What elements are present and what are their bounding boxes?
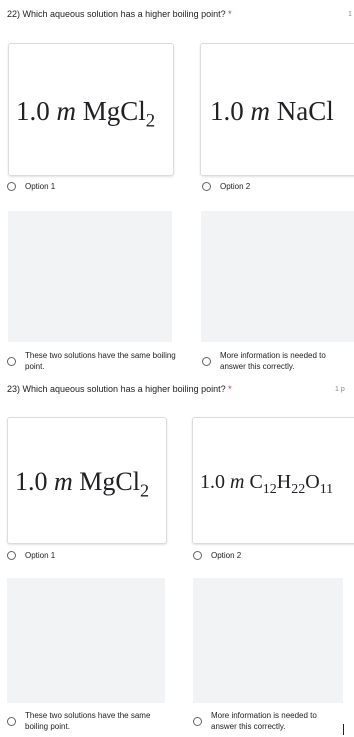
radio-button[interactable] [202, 357, 211, 366]
option-image-2 [192, 417, 354, 544]
option-label: More information is needed to answer this correctly. [211, 711, 317, 731]
text-cursor [343, 724, 344, 735]
radio-button[interactable] [202, 182, 211, 191]
option-label: Option 2 [220, 182, 251, 191]
option-2[interactable] [193, 551, 241, 561]
option-same[interactable] [7, 350, 192, 372]
required-asterisk: * [228, 9, 232, 19]
radio-button[interactable] [7, 182, 16, 191]
formula-mgcl2 [15, 467, 150, 501]
formula-subscript: 12 [262, 481, 277, 497]
option-more-info[interactable] [202, 350, 354, 372]
option-image-1 [8, 43, 174, 176]
question-title [7, 384, 232, 394]
required-asterisk: * [228, 384, 232, 394]
formula-part: C [244, 471, 263, 493]
option-label: Option 2 [211, 551, 242, 560]
formula-part: m [54, 467, 73, 496]
option-label: Option 1 [25, 182, 56, 191]
formula-part: O [305, 471, 320, 493]
option-image-2 [200, 43, 354, 176]
formula-subscript: 22 [291, 481, 306, 497]
option-label: These two solutions have the same boiling point. [25, 711, 151, 731]
formula-part: 1.0 [15, 467, 54, 496]
question-title [7, 9, 232, 19]
option-label: These two solutions have the same boiling point. [25, 351, 176, 371]
option-image-placeholder [193, 578, 343, 703]
formula-sucrose [200, 471, 334, 497]
formula-part: m [56, 96, 76, 126]
option-label: Option 1 [25, 551, 56, 560]
formula-part: m [230, 471, 245, 493]
option-image-placeholder [7, 578, 165, 703]
option-2[interactable] [202, 182, 250, 192]
option-image-placeholder [8, 211, 172, 342]
formula-subscript: 11 [319, 481, 334, 497]
formula-subscript: 2 [139, 480, 150, 501]
option-same[interactable] [7, 710, 187, 732]
formula-nacl [210, 96, 334, 127]
formula-part: NaCl [270, 96, 334, 126]
radio-button[interactable] [7, 717, 16, 726]
question-text: 22) Which aqueous solution has a higher boiling point? [7, 9, 226, 19]
radio-button[interactable] [193, 551, 202, 560]
option-1[interactable] [7, 551, 55, 561]
points-label: 1 [348, 11, 352, 18]
option-more-info[interactable] [193, 710, 343, 732]
formula-part: MgCl [72, 467, 140, 496]
formula-part: m [250, 96, 270, 126]
radio-button[interactable] [7, 357, 16, 366]
formula-mgcl2 [16, 96, 156, 132]
formula-part: 1.0 [16, 96, 57, 126]
option-image-1 [7, 417, 167, 544]
formula-part: 1.0 [200, 471, 230, 493]
radio-button[interactable] [7, 551, 16, 560]
points-label: 1 p [335, 386, 345, 393]
option-1[interactable] [7, 182, 55, 192]
question-23 [0, 380, 354, 737]
radio-button[interactable] [193, 717, 202, 726]
option-label: More information is needed to answer this correctly. [220, 351, 326, 371]
question-text: 23) Which aqueous solution has a higher boiling point? [7, 384, 226, 394]
option-image-placeholder [201, 211, 354, 342]
formula-part: MgCl [76, 96, 146, 126]
formula-subscript: 2 [145, 110, 156, 132]
formula-part: H [276, 471, 292, 493]
formula-part: 1.0 [210, 96, 251, 126]
